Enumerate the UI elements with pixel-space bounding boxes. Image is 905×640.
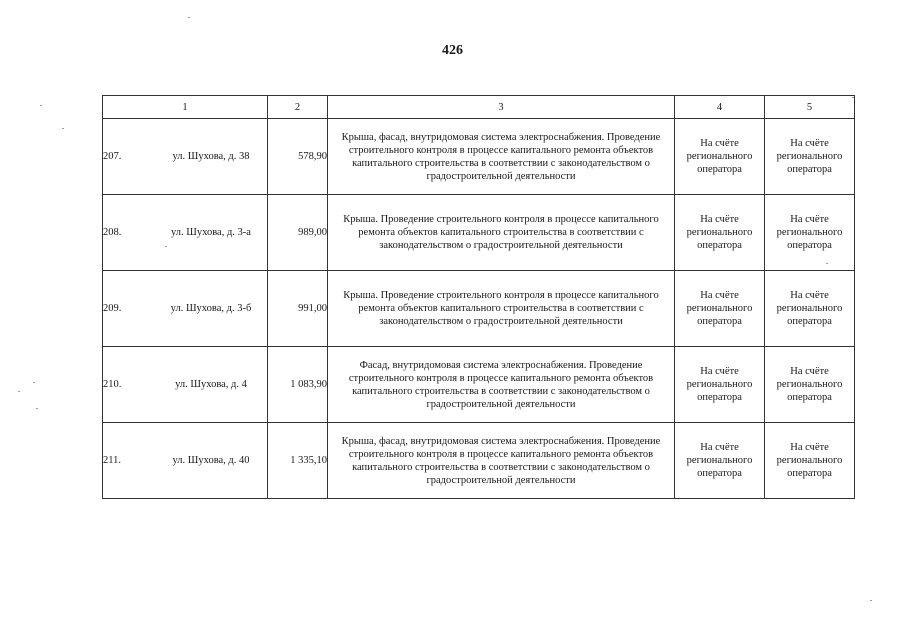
scan-speck xyxy=(165,246,167,247)
col5-cell: На счёте регионального оператора xyxy=(765,347,855,423)
table-row xyxy=(103,271,855,347)
col4-cell: На счёте регионального оператора xyxy=(675,423,765,499)
col4-cell: На счёте регионального оператора xyxy=(675,271,765,347)
works-cell: Крыша. Проведение строительного контроля в процессе капитального ремонта объектов капитального строительства в соответствии с законодательством о градостроительной деятельности xyxy=(328,195,675,271)
header-col-2: 2 xyxy=(268,96,328,119)
repair-program-table xyxy=(102,95,855,499)
row-number: 207. xyxy=(103,151,122,162)
col5-cell: На счёте регионального оператора xyxy=(765,195,855,271)
area-cell: 991,00 xyxy=(268,271,328,347)
works-cell: Крыша, фасад, внутридомовая система электроснабжения. Проведение строительного контроля в процессе капитального ремонта объектов капитального строительства в соответствии с законодательством о градостроительной деятельности xyxy=(328,119,675,195)
scan-speck xyxy=(188,17,190,18)
address: ул. Шухова, д. 4 xyxy=(175,379,247,390)
scan-speck xyxy=(18,391,20,392)
scan-speck xyxy=(36,408,38,409)
works-cell: Крыша, фасад, внутридомовая система электроснабжения. Проведение строительного контроля в процессе капитального ремонта объектов капитального строительства в соответствии с законодательством о градостроительной деятельности xyxy=(328,423,675,499)
scan-speck xyxy=(852,97,854,98)
area-cell: 989,00 xyxy=(268,195,328,271)
address: ул. Шухова, д. 38 xyxy=(172,151,250,162)
address: ул. Шухова, д. 3-а xyxy=(171,227,251,238)
area-cell: 578,90 xyxy=(268,119,328,195)
address-cell xyxy=(103,347,268,423)
area-cell: 1 083,90 xyxy=(268,347,328,423)
header-col-4: 4 xyxy=(675,96,765,119)
table-header-row xyxy=(103,96,855,119)
row-number: 211. xyxy=(103,455,121,466)
address: ул. Шухова, д. 40 xyxy=(172,455,250,466)
col5-cell: На счёте регионального оператора xyxy=(765,271,855,347)
works-cell: Фасад, внутридомовая система электроснабжения. Проведение строительного контроля в процессе капитального ремонта объектов капитального строительства в соответствии с законодательством о градостроительной деятельности xyxy=(328,347,675,423)
works-cell: Крыша. Проведение строительного контроля в процессе капитального ремонта объектов капитального строительства в соответствии с законодательством о градостроительной деятельности xyxy=(328,271,675,347)
address-cell xyxy=(103,195,268,271)
header-col-1: 1 xyxy=(103,96,268,119)
header-col-3: 3 xyxy=(328,96,675,119)
address-cell xyxy=(103,423,268,499)
col4-cell: На счёте регионального оператора xyxy=(675,119,765,195)
page-number: 426 xyxy=(442,43,463,58)
address: ул. Шухова, д. 3-б xyxy=(170,303,252,314)
col4-cell: На счёте регионального оператора xyxy=(675,195,765,271)
scan-speck xyxy=(33,382,35,383)
scan-speck xyxy=(870,600,872,601)
row-number: 209. xyxy=(103,303,122,314)
col5-cell: На счёте регионального оператора xyxy=(765,423,855,499)
col5-cell: На счёте регионального оператора xyxy=(765,119,855,195)
address-cell xyxy=(103,119,268,195)
table-row xyxy=(103,195,855,271)
header-col-5: 5 xyxy=(765,96,855,119)
scan-speck xyxy=(40,105,42,106)
scan-speck xyxy=(62,128,64,129)
table-row xyxy=(103,119,855,195)
row-number: 210. xyxy=(103,379,122,390)
scan-speck xyxy=(826,263,828,264)
address-cell xyxy=(103,271,268,347)
area-cell: 1 335,10 xyxy=(268,423,328,499)
col4-cell: На счёте регионального оператора xyxy=(675,347,765,423)
table-row xyxy=(103,347,855,423)
row-number: 208. xyxy=(103,227,122,238)
table-row xyxy=(103,423,855,499)
